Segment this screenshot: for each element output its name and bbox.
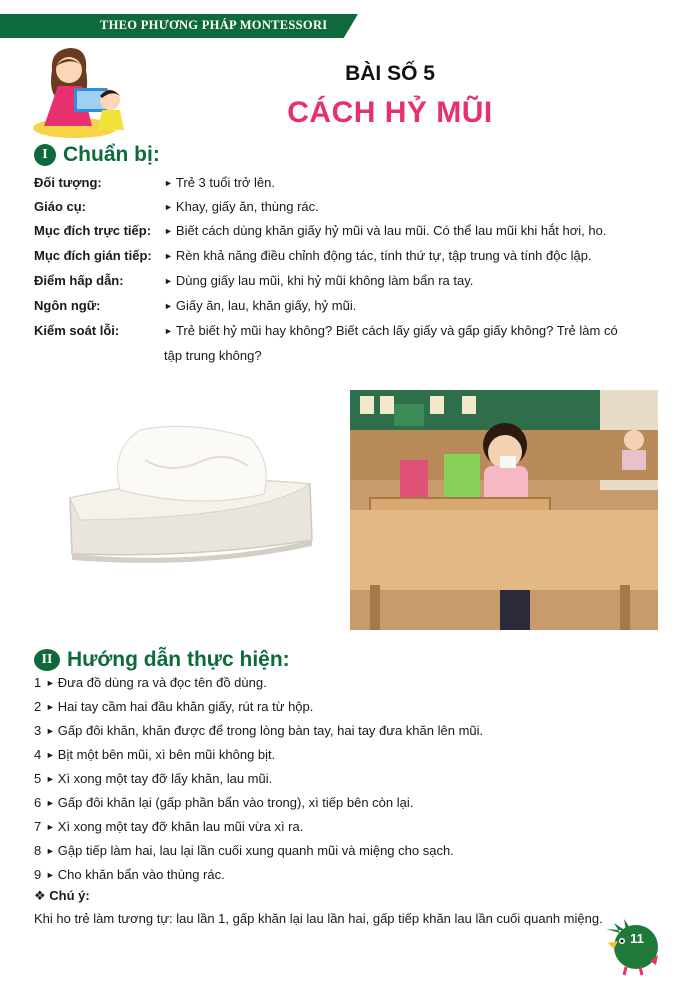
bullet-arrow-icon: ► <box>45 822 55 832</box>
step-number: 6 <box>34 795 42 810</box>
step-text: Gấp đôi khăn, khăn được để trong lòng bàn tay, hai tay đưa khăn lên mũi. <box>57 723 484 738</box>
page-number: 11 <box>630 931 644 946</box>
step-number: 1 <box>34 675 42 690</box>
step-number: 2 <box>34 699 42 714</box>
prep-value: Trẻ biết hỷ mũi hay không? Biết cách lấy giấy và gấp giấy không? Trẻ làm có <box>175 323 618 338</box>
bullet-arrow-icon: ► <box>164 326 173 336</box>
step-item <box>34 675 267 690</box>
prep-value: Rèn khả năng điều chỉnh động tác, tính thứ tự, tập trung và tính độc lập. <box>175 248 592 263</box>
step-number: 7 <box>34 819 42 834</box>
bullet-arrow-icon: ► <box>45 774 55 784</box>
classroom-photo <box>350 390 658 630</box>
section-preparation-title: Chuẩn bị: <box>63 143 160 166</box>
section-preparation-heading <box>34 143 160 167</box>
bullet-arrow-icon: ► <box>164 276 173 286</box>
section-instructions-heading <box>34 648 290 672</box>
bullet-arrow-icon: ► <box>164 226 173 236</box>
step-item <box>34 867 225 882</box>
note-text: Khi ho trẻ làm tương tự: lau lần 1, gấp khăn lại lau lần hai, gấp tiếp khăn lau lần cuối quanh miệng. <box>34 911 603 926</box>
bullet-arrow-icon: ► <box>45 726 55 736</box>
prep-label: Đối tượng: <box>34 175 102 190</box>
reading-illustration <box>30 40 130 140</box>
step-number: 9 <box>34 867 42 882</box>
step-number: 4 <box>34 747 42 762</box>
bird-mascot-icon <box>600 915 660 977</box>
prep-label: Ngôn ngữ: <box>34 298 101 313</box>
bullet-arrow-icon: ► <box>45 750 55 760</box>
section-numeral-1: I <box>34 144 56 166</box>
step-item <box>34 699 313 714</box>
prep-value-wrap <box>164 243 694 269</box>
prep-value-wrap <box>164 170 694 196</box>
step-number: 3 <box>34 723 42 738</box>
step-item <box>34 819 303 834</box>
prep-value: Khay, giấy ăn, thùng rác. <box>175 199 319 214</box>
bullet-arrow-icon: ► <box>164 251 173 261</box>
prep-value: Biết cách dùng khăn giấy hỷ mũi và lau mũi. Có thể lau mũi khi hắt hơi, ho. <box>175 223 607 238</box>
prep-label: Mục đích gián tiếp: <box>34 248 152 263</box>
step-text: Gập tiếp làm hai, lau lại lần cuối xung quanh mũi và miệng cho sạch. <box>57 843 454 858</box>
prep-label: Kiểm soát lỗi: <box>34 323 120 338</box>
prep-value-wrap <box>164 293 694 319</box>
step-text: Xì xong một tay đỡ lấy khăn, lau mũi. <box>57 771 273 786</box>
bullet-arrow-icon: ► <box>45 870 55 880</box>
prep-value-wrap <box>164 318 694 344</box>
section-instructions-title: Hướng dẫn thực hiện: <box>67 648 290 671</box>
step-text: Gấp đôi khăn lại (gấp phần bẩn vào trong), xì tiếp bên còn lại. <box>57 795 414 810</box>
step-item <box>34 843 454 858</box>
note-heading: ❖ Chú ý: <box>34 888 90 903</box>
bullet-arrow-icon: ► <box>45 678 55 688</box>
step-text: Hai tay cầm hai đầu khăn giấy, rút ra từ hộp. <box>57 699 314 714</box>
bullet-arrow-icon: ► <box>164 178 173 188</box>
step-text: Xì xong một tay đỡ khăn lau mũi vừa xì ra. <box>57 819 304 834</box>
step-text: Cho khăn bẩn vào thùng rác. <box>57 867 225 882</box>
section-numeral-2: II <box>34 649 60 671</box>
step-number: 8 <box>34 843 42 858</box>
prep-value-wrap <box>164 194 694 220</box>
prep-value: Trẻ 3 tuổi trở lên. <box>175 175 276 190</box>
bullet-arrow-icon: ► <box>45 846 55 856</box>
step-text: Bịt một bên mũi, xì bên mũi không bịt. <box>57 747 276 762</box>
step-item <box>34 747 275 762</box>
bullet-arrow-icon: ► <box>164 301 173 311</box>
step-text: Đưa đồ dùng ra và đọc tên đồ dùng. <box>57 675 267 690</box>
step-item <box>34 771 272 786</box>
step-number: 5 <box>34 771 42 786</box>
classroom-photo-graphic <box>350 390 658 630</box>
prep-value: Dùng giấy lau mũi, khi hỷ mũi không làm bẩn ra tay. <box>175 273 474 288</box>
lesson-title: CÁCH HỶ MŨI <box>287 96 493 129</box>
prep-value-wrap <box>164 218 694 244</box>
bullet-arrow-icon: ► <box>45 798 55 808</box>
step-item <box>34 795 413 810</box>
prep-label: Giáo cụ: <box>34 199 87 214</box>
prep-value: Giấy ăn, lau, khăn giấy, hỷ mũi. <box>175 298 357 313</box>
bullet-arrow-icon: ► <box>45 702 55 712</box>
prep-value: tập trung không? <box>164 348 262 363</box>
header-banner-text: THEO PHƯƠNG PHÁP MONTESSORI <box>100 18 328 32</box>
tissue-box-image <box>50 420 330 580</box>
lesson-number: BÀI SỐ 5 <box>345 62 435 85</box>
bullet-arrow-icon: ► <box>164 202 173 212</box>
prep-label: Điểm hấp dẫn: <box>34 273 124 288</box>
prep-label: Mục đích trực tiếp: <box>34 223 152 238</box>
step-item <box>34 723 483 738</box>
prep-value-wrap <box>164 268 694 294</box>
